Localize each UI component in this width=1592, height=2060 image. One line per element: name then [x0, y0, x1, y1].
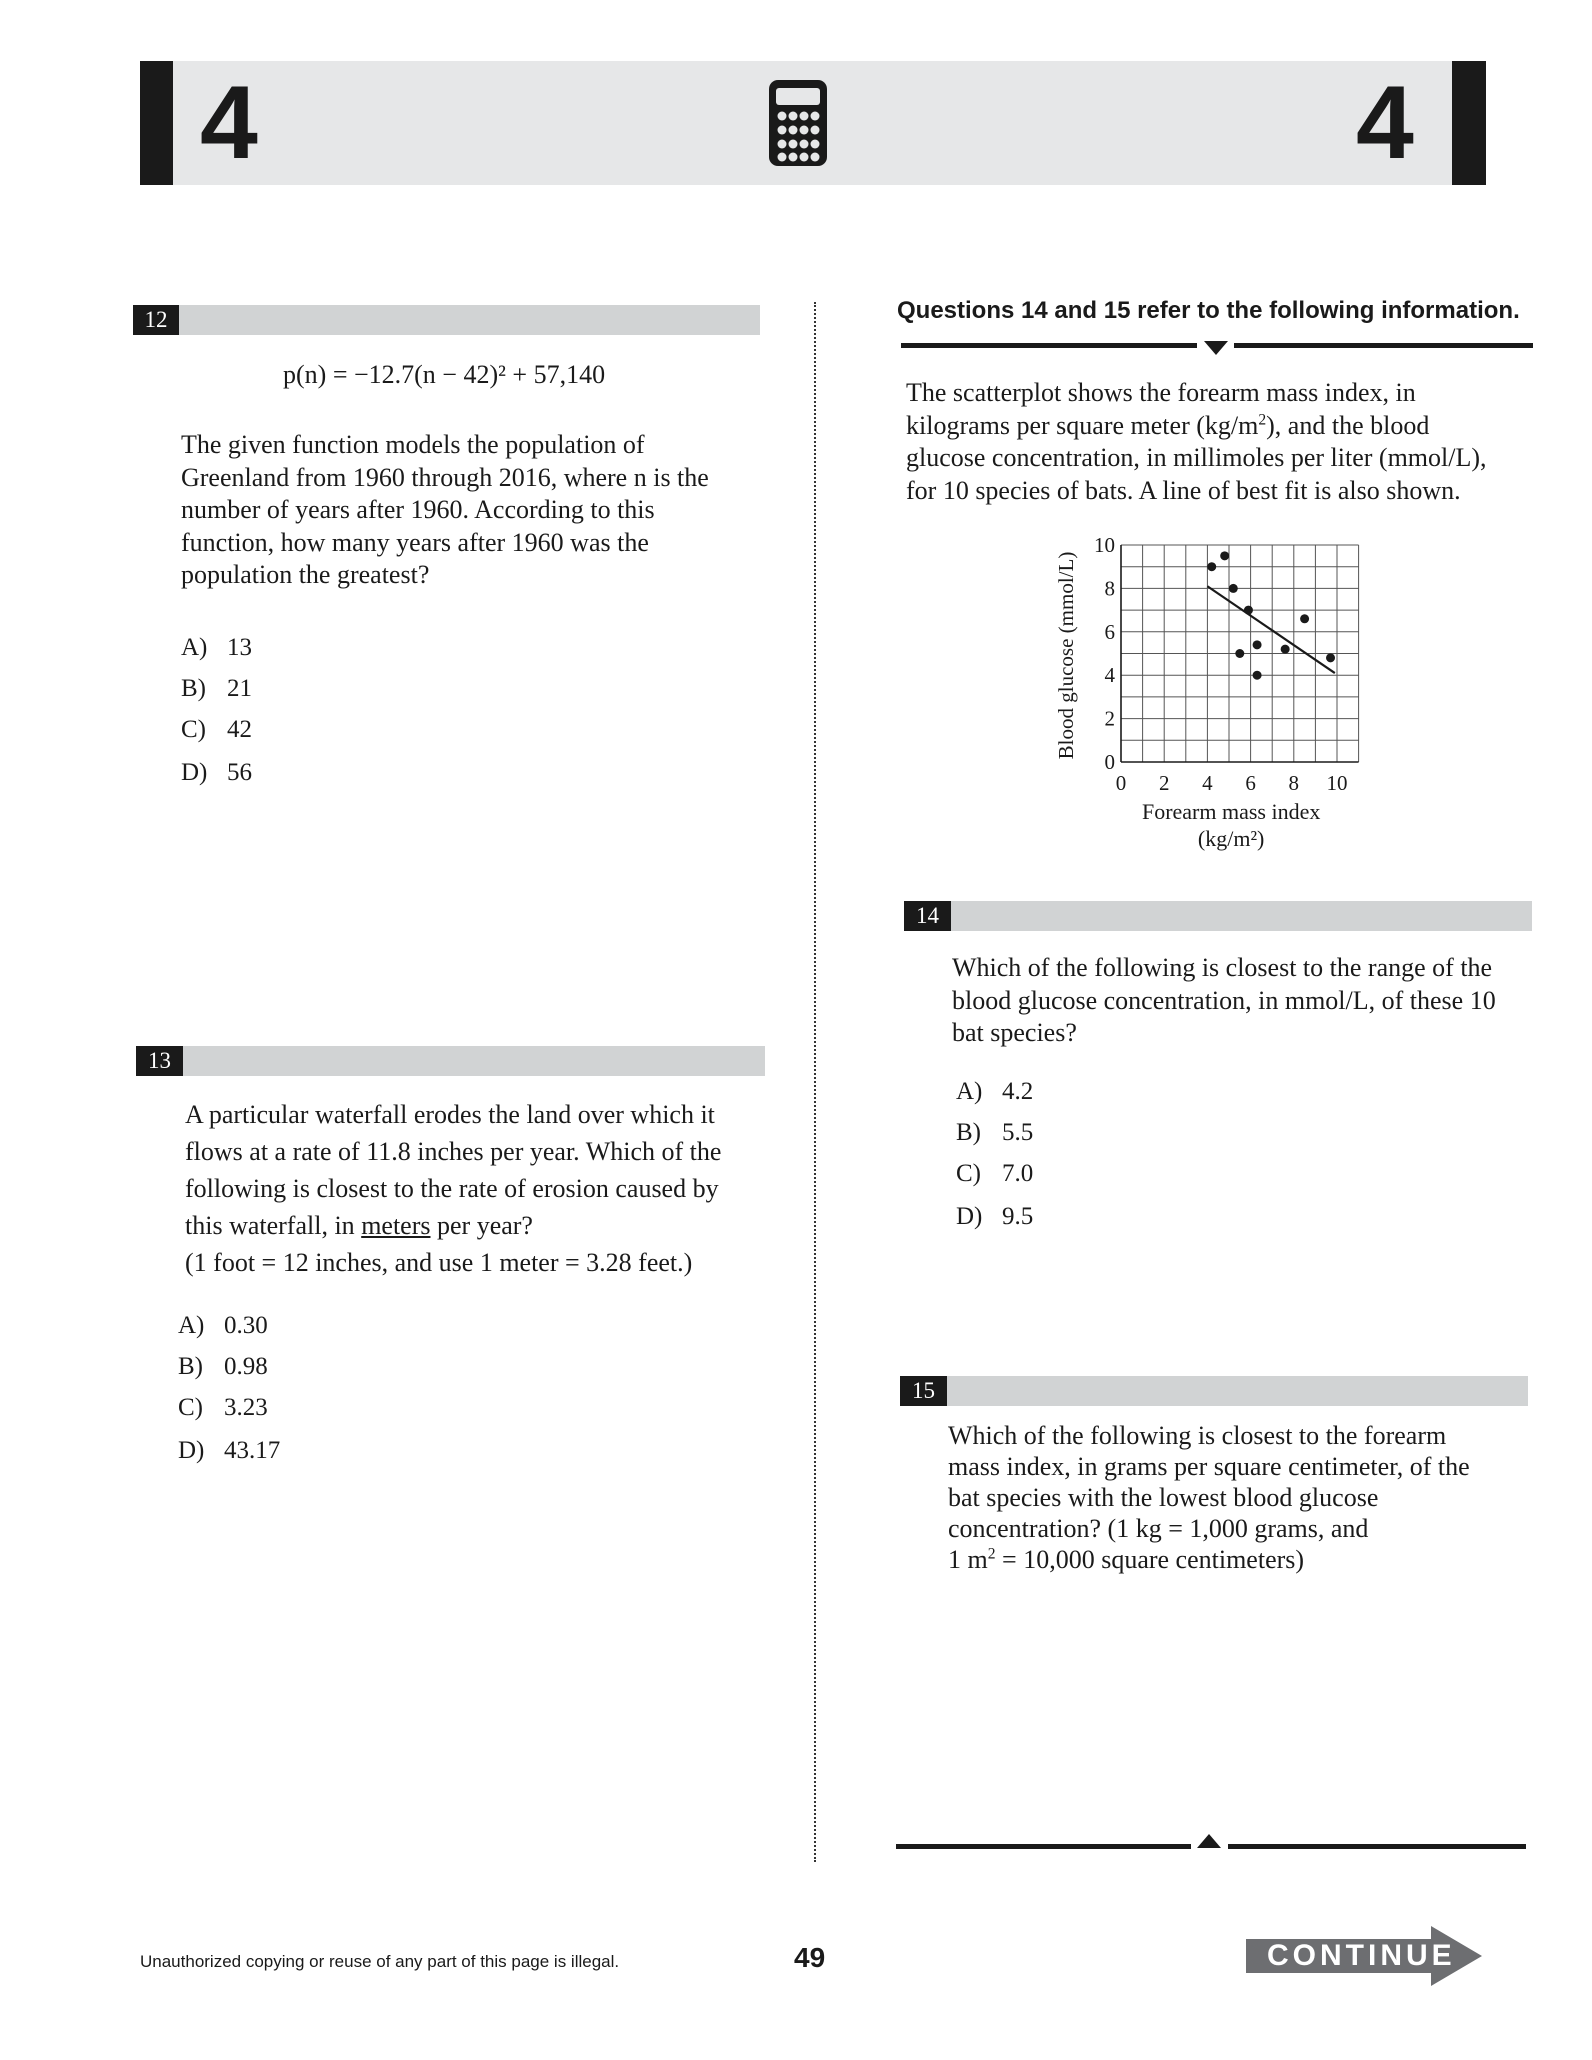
question-15-line-5: 1 $m^2 = 10,000$ square centimeters) [948, 1545, 1305, 1574]
question-15-line-1: Which of the following is closest to the forearm [948, 1421, 1447, 1450]
emphasis-meters: meters [361, 1211, 431, 1240]
section-number-left: 4 [200, 65, 258, 181]
y-axis-label: Blood glucose (mmol/L) [1054, 551, 1078, 760]
x-tick-label: 6 [1245, 771, 1256, 795]
header-left-bar [140, 61, 173, 185]
choice-b[interactable]: B) 21 [181, 675, 252, 702]
choice-d[interactable]: D) 43.17 [178, 1437, 281, 1464]
question-number-15: 15 [900, 1376, 947, 1406]
question-12-stem [181, 429, 709, 592]
choice-c[interactable]: C) 3.23 [178, 1394, 268, 1421]
question-14-stem [952, 952, 1496, 1050]
question-12-bar [133, 305, 760, 335]
header-right-bar [1452, 61, 1486, 185]
question-12-line-5: population the greatest? [181, 560, 430, 589]
y-tick-label: 8 [1104, 576, 1115, 601]
choice-a[interactable]: A) 13 [181, 634, 252, 661]
choice-d[interactable]: D) 56 [181, 759, 252, 786]
question-13-line-4: this waterfall, in meters per year? [185, 1211, 533, 1240]
y-tick-label: 10 [1094, 533, 1115, 557]
down-arrow-icon [1204, 341, 1228, 355]
question-13-line-2: flows at a rate of 11.8 inches per year. Which of the [185, 1137, 722, 1166]
question-14-line-2: blood glucose concentration, in mmol/L, of these 10 [952, 985, 1496, 1015]
continue-label: CONTINUE [1267, 1939, 1456, 1972]
x-tick-label: 4 [1202, 771, 1213, 795]
question-number-14: 14 [904, 901, 951, 931]
continue-button[interactable] [1246, 1926, 1482, 1986]
question-14-bar [904, 901, 1532, 931]
scatterplot [1040, 520, 1370, 860]
chart-tick-labels [1094, 533, 1348, 795]
info-top-rule-left [901, 343, 1197, 348]
y-tick-label: 4 [1104, 663, 1115, 688]
data-point [1244, 606, 1253, 615]
data-point [1235, 649, 1244, 658]
y-tick-label: 0 [1104, 750, 1115, 774]
x-tick-label: 10 [1326, 771, 1348, 795]
question-12-choices [181, 632, 252, 789]
question-12-equation: p(n) = −12.7(n − 42)² + 57,140 [283, 360, 606, 389]
up-arrow-icon [1197, 1834, 1221, 1848]
calculator-icon [769, 80, 827, 166]
x-axis-unit: (kg/m²) [1197, 826, 1265, 851]
choice-c[interactable]: C) 42 [181, 716, 252, 743]
question-15-stem [948, 1420, 1470, 1575]
data-point [1281, 645, 1290, 654]
x-tick-label: 2 [1158, 771, 1170, 795]
question-15-bar [900, 1376, 1528, 1406]
choice-a[interactable]: A) 0.30 [178, 1312, 268, 1339]
question-13-choices [178, 1310, 280, 1467]
y-tick-label: 2 [1104, 706, 1115, 731]
info-line-3: glucose concentration, in millimoles per liter (mmol/L), [906, 443, 1487, 472]
copyright-notice: Unauthorized copying or reuse of any part of this page is illegal. [140, 1952, 620, 1971]
question-13-line-3: following is closest to the rate of erosion caused by [185, 1174, 719, 1203]
question-15-line-3: bat species with the lowest blood glucose [948, 1483, 1379, 1512]
question-14-choices [956, 1076, 1033, 1233]
question-12-line-1: The given function models the population of [181, 430, 645, 459]
question-13-stem [185, 1096, 721, 1281]
question-number-13: 13 [136, 1046, 183, 1076]
data-point [1253, 671, 1262, 680]
choice-a[interactable]: A) 4.2 [956, 1078, 1034, 1105]
choice-b[interactable]: B) 5.5 [956, 1119, 1034, 1146]
info-bottom-rule-right [1228, 1844, 1526, 1849]
info-line-4: for 10 species of bats. A line of best fit is also shown. [906, 475, 1461, 505]
question-12-line-4: function, how many years after 1960 was the [181, 527, 649, 557]
x-tick-label: 0 [1115, 771, 1127, 795]
column-divider [814, 302, 816, 1862]
question-14-line-1: Which of the following is closest to the range of the [952, 953, 1493, 982]
question-13-line-1: A particular waterfall erodes the land over which it [185, 1100, 715, 1129]
info-heading: Questions 14 and 15 refer to the following information. [897, 297, 1520, 324]
choice-c[interactable]: C) 7.0 [956, 1160, 1034, 1187]
data-point [1229, 584, 1238, 593]
data-point [1300, 614, 1309, 623]
info-line-2: kilograms per square meter $(kg/m^2)$, and the blood [906, 410, 1430, 440]
question-13-line-5: (1 foot = 12 inches, and use 1 meter = 3.28 feet.) [185, 1248, 693, 1277]
info-line-1: The scatterplot shows the forearm mass index, in [906, 378, 1416, 407]
choice-d[interactable]: D) 9.5 [956, 1203, 1034, 1230]
data-point [1207, 562, 1216, 571]
choice-b[interactable]: B) 0.98 [178, 1353, 268, 1380]
data-point [1220, 551, 1229, 560]
section-number-right: 4 [1356, 65, 1414, 181]
page-number: 49 [794, 1942, 826, 1973]
info-passage [906, 377, 1487, 507]
x-tick-label: 8 [1288, 771, 1300, 795]
data-point [1253, 640, 1262, 649]
info-bottom-rule-left [896, 1844, 1191, 1849]
question-14-line-3: bat species? [952, 1018, 1077, 1047]
data-point [1326, 653, 1335, 662]
question-number-12: 12 [133, 305, 179, 335]
question-12-line-2: Greenland from 1960 through 2016, where n is the [181, 462, 709, 492]
question-15-line-2: mass index, in grams per square centimeter, of the [948, 1452, 1470, 1481]
x-axis-label: Forearm mass index [1141, 799, 1321, 824]
question-13-bar [136, 1046, 765, 1076]
question-15-line-4: concentration? (1 kg = 1,000 grams, and [948, 1514, 1369, 1543]
y-tick-label: 6 [1104, 619, 1115, 644]
question-12-line-3: number of years after 1960. According to this [181, 495, 655, 524]
info-top-rule-right [1234, 343, 1533, 348]
